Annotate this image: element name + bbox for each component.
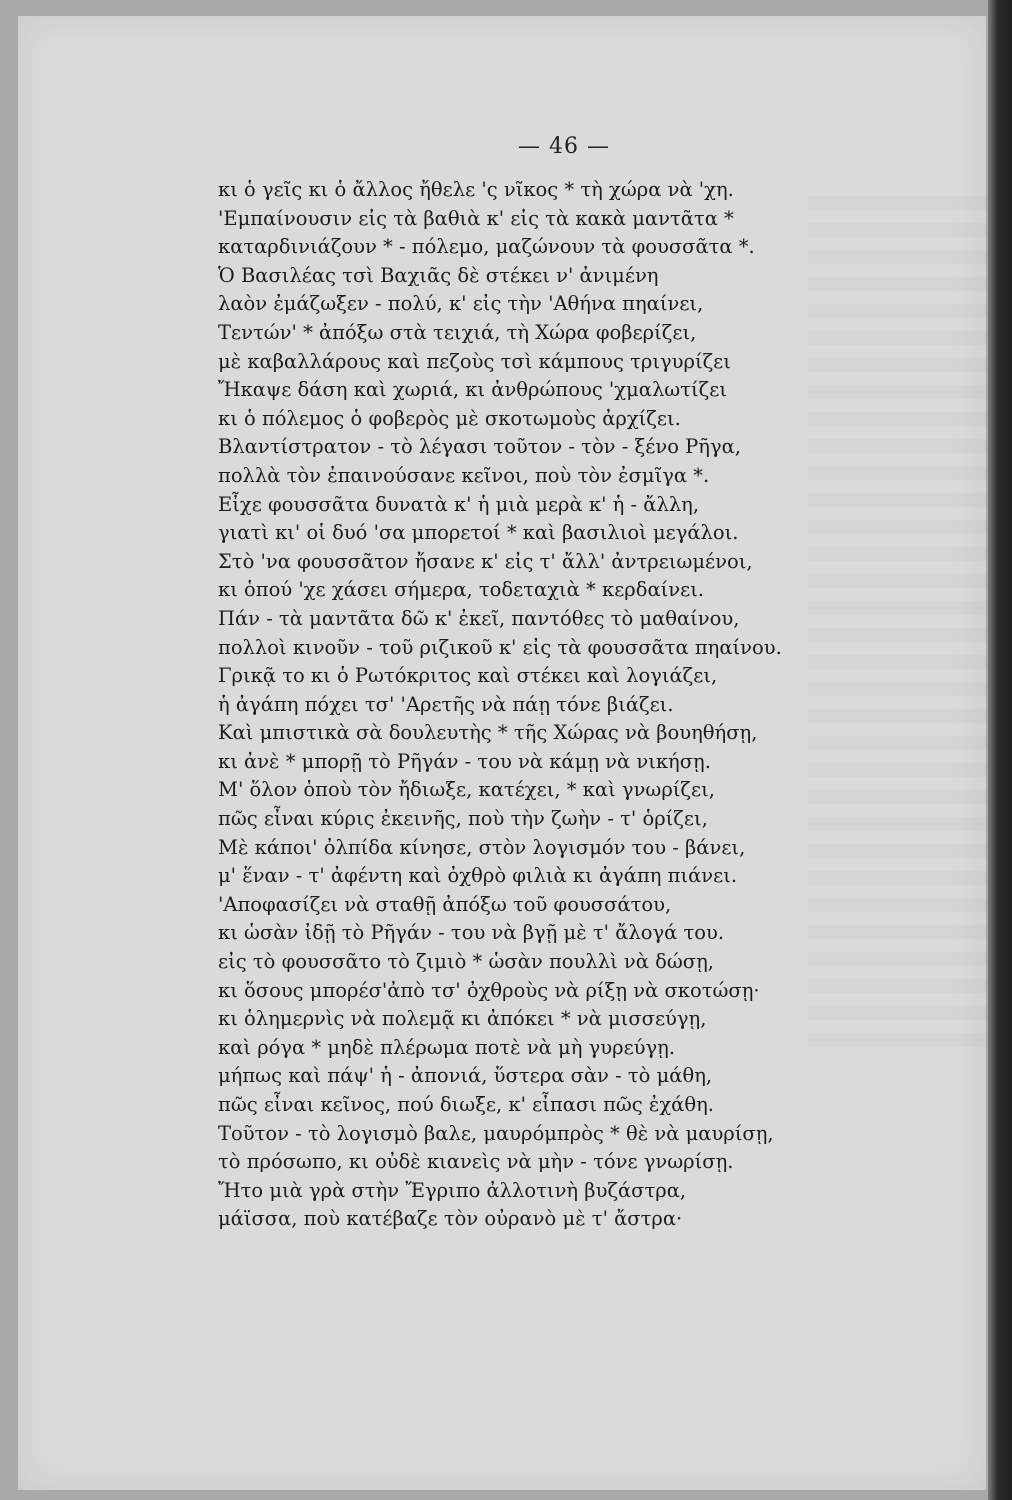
verse-line: 'Αποφασίζει νὰ σταθῇ ἀπόξω τοῦ φουσσάτου, (218, 892, 672, 916)
verse-line: μάϊσσα, ποὺ κατέβαζε τὸν οὐρανὸ μὲ τ' ἄστρα· (218, 1207, 683, 1231)
verse-line: πολλὰ τὸν ἐπαινούσανε κεῖνοι, ποὺ τὸν ἐσμῖγα *. (218, 463, 710, 487)
verse-line: κι ὁ γεῖς κι ὁ ἄλλος ἤθελε 'ς νῖκος * τὴ χώρα νὰ 'χη. (218, 178, 734, 201)
verse-line: Ἤκαψε δάση καὶ χωριά, κι ἀνθρώπους 'χμαλωτίζει (218, 378, 727, 402)
verse-line: Μ' ὅλον ὁποὺ τὸν ἤδιωξε, κατέχει, * καὶ γνωρίζει, (218, 778, 715, 802)
verse-line: Μὲ κάποι' ὀλπίδα κίνησε, στὸν λογισμόν του - βάνει, (218, 835, 746, 859)
verse-line: καὶ ρόγα * μηδὲ πλέρωμα ποτὲ νὰ μὴ γυρεύγῃ. (218, 1035, 676, 1059)
verse-line: μὲ καβαλλάρους καὶ πεζοὺς τσὶ κάμπους τριγυρίζει (218, 349, 731, 373)
verse-line: γιατὶ κι' οἱ δυό 'σα μπορετοί * καὶ βασιλιοὶ μεγάλοι. (218, 521, 739, 545)
verse-line: κι ὅσους μπορέσ'ἀπὸ τσ' ὀχθροὺς νὰ ρίξῃ νὰ σκοτώσῃ· (218, 978, 760, 1002)
verse-line: Καὶ μπιστικὰ σὰ δουλευτὴς * τῆς Χώρας νὰ βουηθήσῃ, (218, 721, 758, 745)
verse-line: μήπως καὶ πάψ' ἡ - ἀπονιά, ὕστερα σὰν - τὸ μάθη, (218, 1064, 713, 1088)
verse-line: τὸ πρόσωπο, κι οὐδὲ κιανεὶς νὰ μὴν - τόνε γνωρίσῃ. (218, 1150, 734, 1174)
verse-line: Βλαντίστρατον - τὸ λέγασι τοῦτον - τὸν - ξένο Ρῆγα, (218, 435, 741, 459)
verse-line: εἰς τὸ φουσσᾶτο τὸ ζιμιὸ * ὡσὰν πουλλὶ νὰ δώσῃ, (218, 950, 714, 974)
verse-line: Εἶχε φουσσᾶτα δυνατὰ κ' ἡ μιὰ μερὰ κ' ἡ - ἄλλη, (218, 492, 700, 516)
verse-line: πολλοὶ κινοῦν - τοῦ ριζικοῦ κ' εἰς τὰ φουσσᾶτα πηαίνου. (218, 635, 782, 659)
verse-line: πῶς εἶναι κεῖνος, πού διωξε, κ' εἶπασι πῶς ἐχάθη. (218, 1093, 714, 1116)
verse-line: καταρδινιάζουν * - πόλεμο, μαζώνουν τὰ φουσσᾶτα *. (218, 235, 755, 259)
verse-line: Γρικᾷ το κι ὁ Ρωτόκριτος καὶ στέκει καὶ λογιάζει, (218, 664, 718, 688)
verse-line: Ἤτο μιὰ γρὰ στὴν Ἔγριπο ἀλλοτινὴ βυζάστρα, (218, 1178, 687, 1202)
verse-line: λαὸν ἐμάζωξεν - πολύ, κ' εἰς τὴν 'Αθήνα πηαίνει, (218, 292, 704, 316)
verse-line: ἡ ἀγάπη πόχει τσ' 'Αρετῆς νὰ πάῃ τόνε βιάζει. (218, 692, 674, 716)
verse-line: Ὁ Βασιλέας τσὶ Βαχιᾶς δὲ στέκει ν' ἀνιμένη (218, 263, 659, 287)
paper-sheet (18, 16, 986, 1490)
verse-line: κι ὁπού 'χε χάσει σήμερα, τοδεταχιὰ * κερδαίνει. (218, 578, 705, 602)
verse-line: 'Εμπαίνουσιν εἰς τὰ βαθιὰ κ' εἰς τὰ κακὰ μαντᾶτα * (218, 206, 734, 230)
verse-line: κι ὡσὰν ἰδῇ τὸ Ρῆγάν - του νὰ βγῇ μὲ τ' ἄλογά του. (218, 921, 725, 945)
verse-line: Τεντών' * ἀπόξω στὰ τειχιά, τὴ Χώρα φοβερίζει, (218, 320, 697, 344)
verse-block (218, 176, 782, 1234)
page-number: — 46 — (518, 134, 610, 159)
verse-line: κι ὁ πόλεμος ὁ φοβερὸς μὲ σκοτωμοὺς ἀρχίζει. (218, 406, 681, 430)
verse-line: πῶς εἶναι κύρις ἐκεινῆς, ποὺ τὴν ζωὴν - τ' ὁρίζει, (218, 807, 708, 831)
bleed-through-text (808, 196, 998, 1056)
verse-line: κι ἀνὲ * μπορῇ τὸ Ρῆγάν - του νὰ κάμῃ νὰ νικήσῃ. (218, 749, 711, 773)
verse-line: κι ὁλημερνὶς νὰ πολεμᾷ κι ἀπόκει * νὰ μισσεύγῃ, (218, 1007, 707, 1031)
verse-line: Τοῦτον - τὸ λογισμὸ βαλε, μαυρόμπρὸς * θὲ νὰ μαυρίσῃ, (218, 1121, 774, 1145)
verse-line: Πάν - τὰ μαντᾶτα δῶ κ' ἐκεῖ, παντόθες τὸ μαθαίνου, (218, 606, 740, 630)
verse-line: Στὸ 'να φουσσᾶτον ἤσανε κ' εἰς τ' ἄλλ' ἀντρειωμένοι, (218, 549, 753, 573)
book-edge-shadow (988, 0, 1012, 1500)
verse-line: μ' ἕναν - τ' ἀφέντη καὶ ὀχθρὸ φιλιὰ κι ἀγάπη πιάνει. (218, 864, 738, 888)
